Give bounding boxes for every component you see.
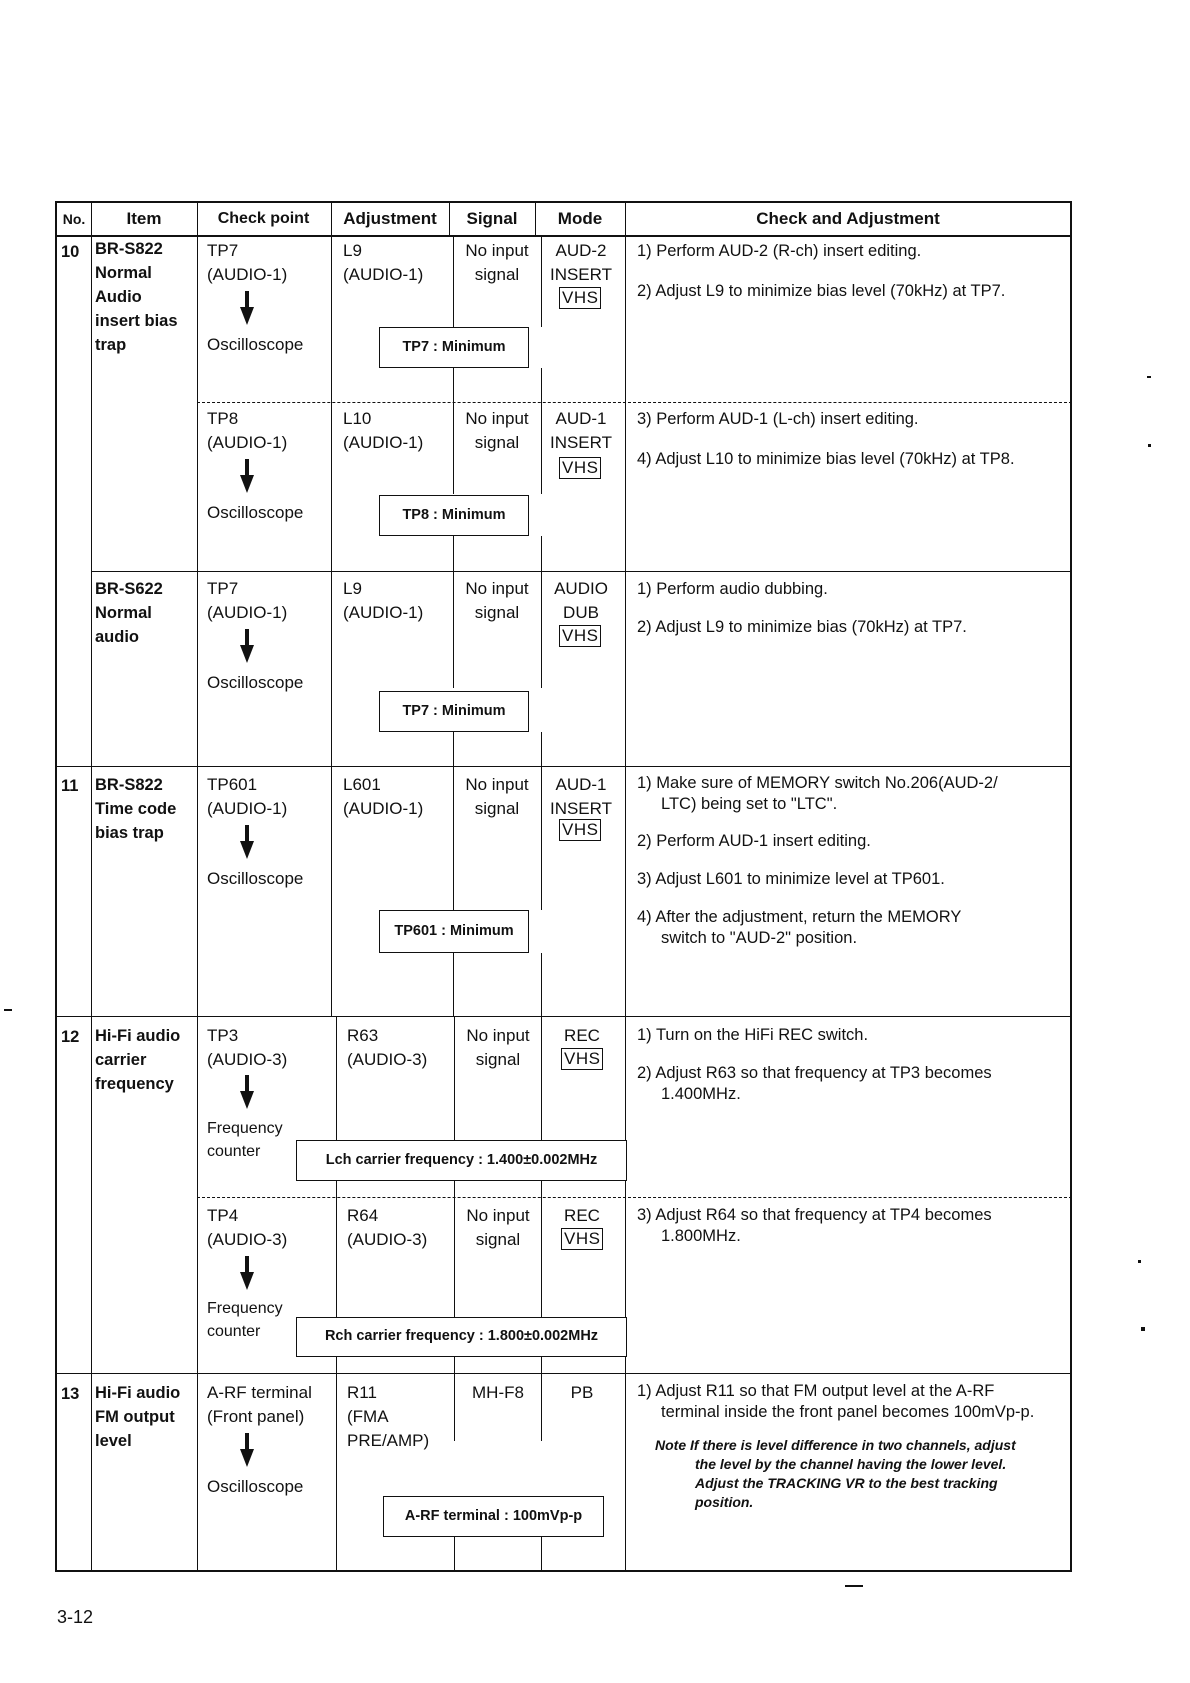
instrument: Frequency counter: [207, 1300, 283, 1340]
target-value-box: TP7 : Minimum: [379, 327, 529, 368]
row-number: 13: [61, 1385, 80, 1403]
row-divider: [57, 1373, 1072, 1374]
sub-row-divider: [197, 1197, 1072, 1198]
vhs-badge: VHS: [559, 625, 601, 647]
row-divider: [57, 1016, 1072, 1017]
scan-mark: [845, 1585, 863, 1587]
check-point: TP601 (AUDIO-1): [207, 775, 288, 818]
scan-mark: [1148, 444, 1151, 447]
inner-divider: [541, 732, 542, 766]
scan-mark: [1141, 1327, 1145, 1331]
target-value-box: A-RF terminal : 100mVp-p: [383, 1496, 604, 1537]
arrow-down-icon: [239, 1433, 255, 1467]
table-header: [57, 203, 1070, 237]
check-point: TP3 (AUDIO-3): [207, 1026, 288, 1069]
mode: REC: [564, 1026, 600, 1045]
adjustment-point: L9 (AUDIO-1): [343, 579, 424, 622]
adjustment-point: R64 (AUDIO-3): [347, 1206, 428, 1249]
instrument: Oscilloscope: [207, 869, 304, 888]
target-value-box: Lch carrier frequency : 1.400±0.002MHz: [296, 1140, 627, 1181]
adjustment-point: R11 (FMA PRE/AMP): [347, 1383, 430, 1450]
adjustment-point: L10 (AUDIO-1): [343, 409, 424, 452]
scan-mark: [1138, 1260, 1141, 1263]
row-divider: [57, 766, 1072, 767]
step: 2) Adjust R63 so that frequency at TP3 becomes 1.400MHz.: [637, 1064, 992, 1103]
col-divider: [449, 203, 450, 237]
col-divider: [535, 203, 536, 237]
vhs-badge: VHS: [559, 287, 601, 309]
inner-divider: [336, 1016, 337, 1140]
sub-row-divider: [91, 571, 1072, 572]
vhs-badge: VHS: [559, 457, 601, 479]
col-divider: [197, 203, 198, 1572]
header-adjustment: Adjustment: [343, 209, 437, 228]
vhs-badge: VHS: [561, 1228, 603, 1250]
check-point: TP7 (AUDIO-1): [207, 241, 288, 284]
arrow-down-icon: [239, 1256, 255, 1290]
header-signal: Signal: [466, 209, 518, 228]
item-name: Hi-Fi audio carrier frequency: [95, 1027, 181, 1093]
col-divider: [331, 203, 332, 237]
step: 1) Turn on the HiFi REC switch.: [637, 1026, 869, 1044]
step: 3) Adjust R64 so that frequency at TP4 becomes 1.800MHz.: [637, 1206, 992, 1245]
scan-mark: [4, 1009, 12, 1011]
inner-divider: [541, 1534, 542, 1572]
signal: MH-F8: [472, 1383, 524, 1402]
mode: AUDIO DUB: [554, 579, 608, 622]
row-number: 10: [61, 243, 80, 261]
adjustment-point: R63 (AUDIO-3): [347, 1026, 428, 1069]
mode: AUD-1 INSERT: [549, 409, 613, 452]
note: Note If there is level difference in two channels, adjust the level by the channel having the lower level. Adjust the TRACKING VR to the best tracking position.: [655, 1437, 1016, 1510]
inner-divider: [541, 1181, 542, 1197]
adjustment-point: L601 (AUDIO-1): [343, 775, 424, 818]
header-mode: Mode: [557, 209, 603, 228]
adjustment-point: L9 (AUDIO-1): [343, 241, 424, 284]
signal: No input signal: [466, 1206, 530, 1249]
step: 1) Perform audio dubbing.: [637, 580, 828, 598]
step: 1) Make sure of MEMORY switch No.206(AUD-2/ LTC) being set to "LTC".: [637, 774, 998, 813]
inner-divider: [541, 953, 542, 1016]
step: 1) Adjust R11 so that FM output level at the A-RF terminal inside the front panel becomes 100mVp-p.: [637, 1382, 1035, 1421]
signal: No input signal: [465, 579, 529, 622]
header-check-point: Check point: [217, 210, 310, 227]
target-value-box: TP601 : Minimum: [379, 910, 529, 953]
check-point: TP8 (AUDIO-1): [207, 409, 288, 452]
header-item: Item: [126, 209, 162, 228]
inner-divider: [331, 237, 332, 402]
instrument: Oscilloscope: [207, 1477, 304, 1496]
check-point: TP7 (AUDIO-1): [207, 579, 288, 622]
step: 3) Adjust L601 to minimize level at TP601.: [637, 870, 945, 888]
inner-divider: [454, 1357, 455, 1373]
instrument: Oscilloscope: [207, 335, 304, 354]
signal: No input signal: [465, 409, 529, 452]
inner-divider: [336, 1181, 337, 1197]
sub-row-divider: [197, 402, 1072, 403]
inner-divider: [541, 1357, 542, 1373]
header-no: No.: [62, 211, 86, 227]
header-check-and-adjustment: Check and Adjustment: [756, 209, 940, 228]
check-point: TP4 (AUDIO-3): [207, 1206, 288, 1249]
signal: No input signal: [465, 775, 529, 818]
vhs-badge: VHS: [559, 819, 601, 841]
item-name: Hi-Fi audio FM output level: [95, 1384, 181, 1450]
arrow-down-icon: [239, 291, 255, 325]
scan-mark: [1147, 376, 1151, 378]
instrument: Oscilloscope: [207, 503, 304, 522]
page-number: 3-12: [57, 1607, 94, 1627]
arrow-down-icon: [239, 1075, 255, 1109]
vhs-badge: VHS: [561, 1048, 603, 1070]
arrow-down-icon: [239, 459, 255, 493]
inner-divider: [331, 402, 332, 571]
mode: AUD-1 INSERT: [549, 775, 613, 818]
target-value-box: TP7 : Minimum: [379, 691, 529, 732]
step: 2) Perform AUD-1 insert editing.: [637, 832, 871, 850]
inner-divider: [453, 368, 454, 402]
item-name: BR-S822 Normal Audio insert bias trap: [95, 240, 178, 354]
instrument: Frequency counter: [207, 1120, 283, 1160]
inner-divider: [453, 953, 454, 1016]
inner-divider: [541, 368, 542, 402]
inner-divider: [331, 766, 332, 1016]
step: 2) Adjust L9 to minimize bias (70kHz) at TP7.: [637, 618, 967, 636]
item-name: BR-S622 Normal audio: [95, 580, 163, 646]
signal: No input signal: [466, 1026, 530, 1069]
instrument: Oscilloscope: [207, 673, 304, 692]
step: 4) Adjust L10 to minimize bias level (70kHz) at TP8.: [637, 450, 1015, 468]
adjustment-table: [55, 201, 1072, 1572]
row-number: 12: [61, 1028, 80, 1046]
step: 4) After the adjustment, return the MEMORY switch to "AUD-2" position.: [637, 908, 962, 947]
mode: AUD-2 INSERT: [549, 241, 613, 284]
col-divider: [91, 203, 92, 1572]
signal: No input signal: [465, 241, 529, 284]
step: 1) Perform AUD-2 (R-ch) insert editing.: [637, 242, 922, 260]
item-name: BR-S822 Time code bias trap: [95, 776, 177, 842]
mode: REC: [564, 1206, 600, 1225]
inner-divider: [453, 536, 454, 571]
inner-divider: [336, 1357, 337, 1373]
arrow-down-icon: [239, 825, 255, 859]
step: 3) Perform AUD-1 (L-ch) insert editing.: [637, 410, 919, 428]
inner-divider: [336, 1197, 337, 1317]
inner-divider: [454, 1534, 455, 1572]
inner-divider: [331, 571, 332, 766]
target-value-box: TP8 : Minimum: [379, 495, 529, 536]
mode: PB: [570, 1383, 594, 1402]
inner-divider: [336, 1373, 337, 1572]
row-number: 11: [61, 777, 79, 795]
target-value-box: Rch carrier frequency : 1.800±0.002MHz: [296, 1317, 627, 1357]
check-point: A-RF terminal (Front panel): [207, 1383, 312, 1426]
inner-divider: [541, 536, 542, 571]
step: 2) Adjust L9 to minimize bias level (70kHz) at TP7.: [637, 282, 1006, 300]
arrow-down-icon: [239, 629, 255, 663]
inner-divider: [454, 1181, 455, 1197]
inner-divider: [453, 732, 454, 766]
